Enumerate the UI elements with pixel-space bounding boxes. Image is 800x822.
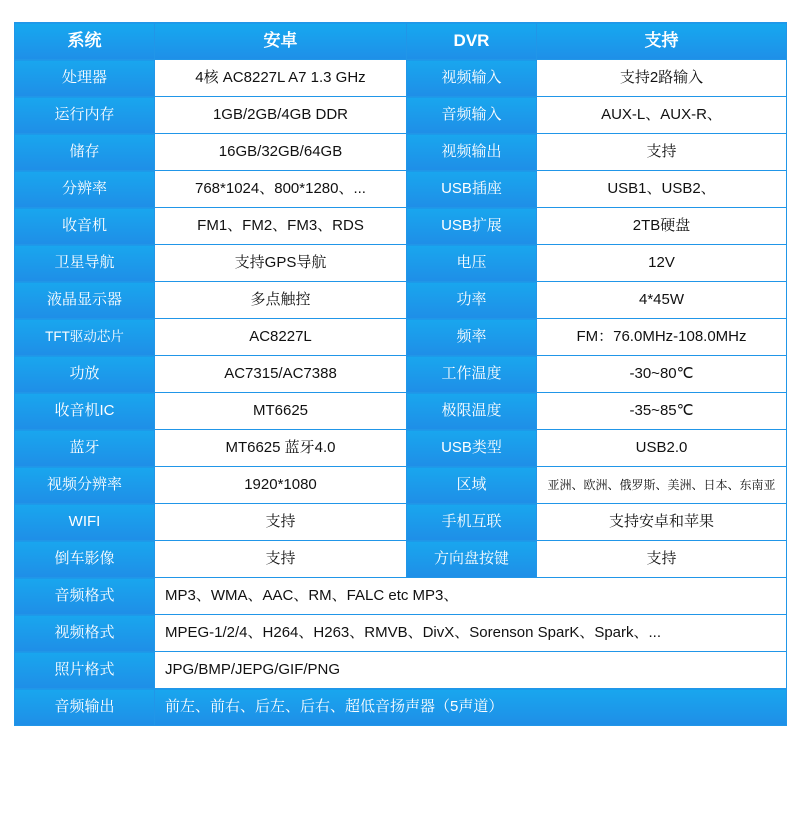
spec-value-dvr-text: AUX-L、AUX-R、 (601, 105, 722, 123)
spec-label-android-text: 视频分辨率 (46, 475, 122, 493)
spec-label-format-text: 照片格式 (54, 660, 115, 678)
table-row-wide (15, 689, 787, 726)
spec-label-dvr (407, 541, 537, 578)
spec-value-dvr (537, 134, 787, 171)
spec-value-dvr (537, 467, 787, 504)
table-row-wide (15, 652, 787, 689)
spec-label-dvr (407, 171, 537, 208)
table-row (15, 282, 787, 319)
spec-label-android-text: 储存 (69, 142, 100, 160)
spec-label-dvr-text: USB插座 (441, 179, 502, 197)
spec-value-android-text: 16GB/32GB/64GB (218, 142, 343, 160)
spec-value-android (155, 467, 407, 504)
spec-label-dvr-text: 方向盘按键 (433, 549, 509, 567)
spec-value-dvr (537, 60, 787, 97)
spec-value-dvr-text: 4*45W (638, 290, 685, 308)
spec-label-android (15, 356, 155, 393)
spec-label-dvr (407, 393, 537, 430)
spec-label-android (15, 171, 155, 208)
spec-value-dvr-text: 支持2路输入 (619, 68, 704, 86)
spec-value-android-text: 支持GPS导航 (234, 253, 327, 271)
table-row (15, 245, 787, 282)
spec-label-dvr (407, 60, 537, 97)
spec-value-dvr-text: USB1、USB2、 (607, 179, 716, 197)
spec-value-dvr (537, 208, 787, 245)
spec-label-dvr (407, 97, 537, 134)
spec-label-android (15, 208, 155, 245)
table-row-wide (15, 578, 787, 615)
spec-value-android (155, 245, 407, 282)
spec-value-format (155, 615, 787, 652)
spec-label-android-text: TFT驱动芯片 (45, 328, 124, 344)
spec-label-dvr-text: USB类型 (441, 438, 502, 456)
column-header (155, 23, 407, 60)
spec-label-dvr-text: 功率 (456, 290, 487, 308)
spec-value-dvr-text: 支持 (646, 142, 677, 160)
spec-label-android (15, 97, 155, 134)
table-row (15, 393, 787, 430)
spec-label-dvr-text: 频率 (456, 327, 487, 345)
spec-value-dvr (537, 319, 787, 356)
spec-value-dvr-text: 12V (648, 253, 675, 271)
spec-value-dvr-text: 亚洲、欧洲、俄罗斯、美洲、日本、东南亚 (547, 477, 776, 492)
spec-value-android-text: 1GB/2GB/4GB DDR (212, 105, 349, 123)
spec-label-android-text: 收音机IC (54, 401, 115, 419)
spec-value-android (155, 430, 407, 467)
table-row (15, 208, 787, 245)
column-header (407, 23, 537, 60)
spec-label-android (15, 430, 155, 467)
spec-label-dvr (407, 245, 537, 282)
spec-value-format (155, 578, 787, 615)
spec-table-body (15, 23, 787, 726)
spec-label-format-text: 音频输出 (54, 697, 115, 715)
spec-value-dvr (537, 356, 787, 393)
spec-label-dvr (407, 134, 537, 171)
spec-value-format (155, 652, 787, 689)
spec-label-android (15, 541, 155, 578)
spec-label-format (15, 615, 155, 652)
column-header-label: 系统 (67, 31, 102, 51)
spec-value-android-text: 支持 (265, 549, 296, 567)
spec-value-android-text: 4核 AC8227L A7 1.3 GHz (195, 68, 366, 86)
spec-label-dvr-text: 电压 (456, 253, 487, 271)
spec-label-dvr (407, 504, 537, 541)
spec-label-dvr (407, 319, 537, 356)
table-row (15, 541, 787, 578)
spec-label-format (15, 689, 155, 726)
spec-label-format-text: 音频格式 (54, 586, 115, 604)
spec-label-dvr (407, 356, 537, 393)
spec-value-android (155, 541, 407, 578)
spec-value-dvr-text: 支持安卓和苹果 (608, 512, 714, 530)
table-row-wide (15, 615, 787, 652)
spec-label-android-text: WIFI (68, 512, 101, 530)
spec-label-format (15, 652, 155, 689)
spec-label-android-text: 倒车影像 (54, 549, 115, 567)
table-row (15, 356, 787, 393)
spec-label-android (15, 134, 155, 171)
spec-value-dvr-text: FM：76.0MHz-108.0MHz (576, 327, 747, 345)
spec-value-format-text: MPEG-1/2/4、H264、H263、RMVB、DivX、Sorenson SparK、Spark、... (165, 623, 662, 641)
spec-label-dvr-text: 区域 (456, 475, 487, 493)
spec-label-dvr (407, 208, 537, 245)
spec-value-dvr (537, 504, 787, 541)
spec-label-dvr (407, 282, 537, 319)
spec-label-dvr-text: 手机互联 (441, 512, 502, 530)
table-row (15, 171, 787, 208)
spec-value-android-text: 多点触控 (250, 290, 311, 308)
table-row (15, 430, 787, 467)
spec-value-format-text: MP3、WMA、AAC、RM、FALC etc MP3、 (165, 586, 459, 604)
spec-label-dvr-text: 工作温度 (441, 364, 502, 382)
spec-label-dvr-text: 视频输入 (441, 68, 502, 86)
table-row (15, 134, 787, 171)
table-row (15, 504, 787, 541)
spec-value-dvr-text: -35~85℃ (629, 401, 694, 419)
spec-label-dvr (407, 467, 537, 504)
spec-label-dvr-text: USB扩展 (441, 216, 502, 234)
spec-label-android (15, 467, 155, 504)
column-header-label: 安卓 (263, 31, 298, 51)
spec-value-android (155, 356, 407, 393)
spec-value-android (155, 97, 407, 134)
column-header (15, 23, 155, 60)
spec-value-android (155, 134, 407, 171)
spec-value-format-text: 前左、前右、后左、后右、超低音扬声器（5声道） (165, 697, 504, 715)
spec-value-dvr (537, 541, 787, 578)
specification-table (14, 22, 787, 726)
spec-label-android (15, 319, 155, 356)
spec-label-android (15, 504, 155, 541)
spec-value-android-text: 1920*1080 (244, 475, 317, 493)
spec-label-dvr-text: 极限温度 (441, 401, 502, 419)
column-header (537, 23, 787, 60)
column-header-label: DVR (453, 31, 490, 51)
spec-label-android-text: 液晶显示器 (46, 290, 122, 308)
spec-value-android-text: FM1、FM2、FM3、RDS (197, 216, 364, 234)
spec-label-android-text: 处理器 (61, 68, 107, 86)
spec-label-android (15, 245, 155, 282)
spec-value-android-text: 768*1024、800*1280、... (195, 179, 366, 197)
spec-value-android-text: MT6625 蓝牙4.0 (225, 438, 336, 456)
spec-value-android-text: AC7315/AC7388 (224, 364, 337, 382)
spec-value-android-text: 支持 (265, 512, 296, 530)
spec-value-android (155, 504, 407, 541)
spec-value-format-text: JPG/BMP/JEPG/GIF/PNG (165, 660, 341, 678)
spec-value-dvr-text: USB2.0 (635, 438, 688, 456)
table-header-row (15, 23, 787, 60)
table-row (15, 60, 787, 97)
spec-label-android (15, 393, 155, 430)
spec-value-dvr (537, 97, 787, 134)
spec-label-dvr-text: 视频输出 (441, 142, 502, 160)
column-header-label: 支持 (644, 31, 679, 51)
spec-value-android-text: AC8227L (249, 327, 312, 345)
spec-label-android (15, 282, 155, 319)
spec-value-dvr (537, 393, 787, 430)
spec-label-android-text: 功放 (69, 364, 100, 382)
spec-value-dvr (537, 430, 787, 467)
spec-value-android-text: MT6625 (252, 401, 309, 419)
spec-label-format (15, 578, 155, 615)
spec-value-dvr (537, 282, 787, 319)
spec-value-dvr (537, 245, 787, 282)
spec-label-format-text: 视频格式 (54, 623, 115, 641)
spec-value-android (155, 282, 407, 319)
spec-value-format (155, 689, 787, 726)
spec-label-dvr-text: 音频输入 (441, 105, 502, 123)
spec-label-android-text: 分辨率 (61, 179, 107, 197)
spec-value-android (155, 60, 407, 97)
spec-value-android (155, 393, 407, 430)
spec-label-android-text: 运行内存 (54, 105, 115, 123)
spec-label-android-text: 卫星导航 (54, 253, 115, 271)
table-row (15, 467, 787, 504)
spec-label-android-text: 蓝牙 (69, 438, 100, 456)
table-row (15, 97, 787, 134)
spec-label-android (15, 60, 155, 97)
spec-label-dvr (407, 430, 537, 467)
spec-value-android (155, 208, 407, 245)
spec-value-dvr-text: 支持 (646, 549, 677, 567)
spec-value-dvr (537, 171, 787, 208)
spec-value-dvr-text: 2TB硬盘 (632, 216, 691, 234)
table-row (15, 319, 787, 356)
spec-value-dvr-text: -30~80℃ (629, 364, 694, 382)
spec-value-android (155, 171, 407, 208)
spec-label-android-text: 收音机 (61, 216, 107, 234)
spec-value-android (155, 319, 407, 356)
